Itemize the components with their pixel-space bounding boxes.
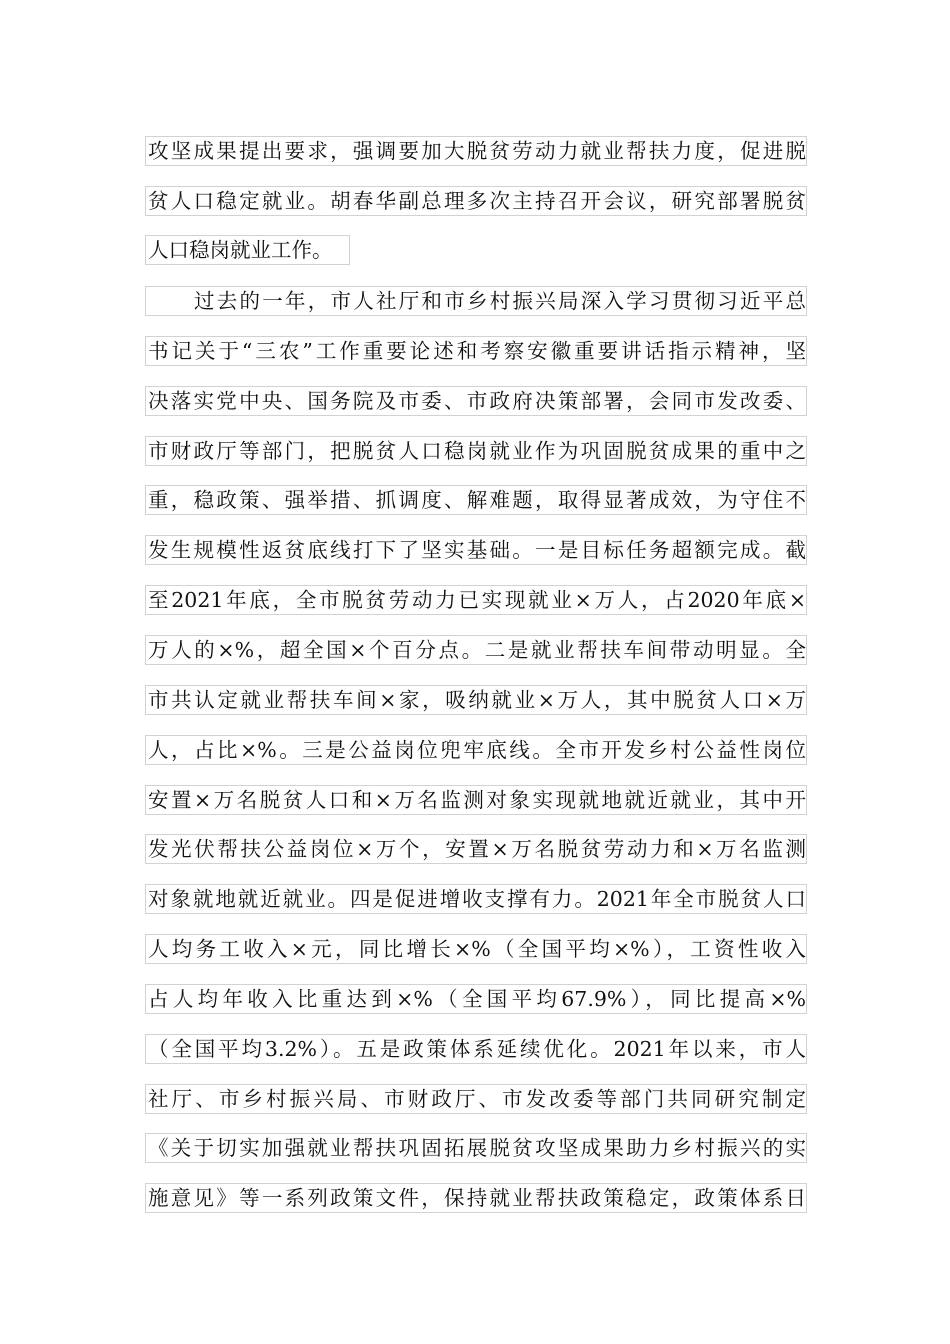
text-line: 施意见》等一系列政策文件，保持就业帮扶政策稳定，政策体系日 xyxy=(145,1183,807,1213)
text-line: 过去的一年，市人社厅和市乡村振兴局深入学习贯彻习近平总 xyxy=(145,286,807,316)
text-line: 对象就地就近就业。四是促进增收支撑有力。2021年全市脱贫人口 xyxy=(145,884,807,914)
text-line: 人口稳岗就业工作。 xyxy=(145,235,350,265)
text-line: 占人均年收入比重达到×%（全国平均67.9%），同比提高×% xyxy=(145,984,807,1014)
text-line: 安置×万名脱贫人口和×万名监测对象实现就地就近就业，其中开 xyxy=(145,785,807,815)
text-line: 社厅、市乡村振兴局、市财政厅、市发改委等部门共同研究制定 xyxy=(145,1084,807,1114)
text-line: 万人的×%，超全国×个百分点。二是就业帮扶车间带动明显。全 xyxy=(145,635,807,665)
text-line: 决落实党中央、国务院及市委、市政府决策部署，会同市发改委、 xyxy=(145,386,807,416)
text-line: 发生规模性返贫底线打下了坚实基础。一是目标任务超额完成。截 xyxy=(145,535,807,565)
text-line: 攻坚成果提出要求，强调要加大脱贫劳动力就业帮扶力度，促进脱 xyxy=(145,136,807,166)
text-line: （全国平均3.2%）。五是政策体系延续优化。2021年以来，市人 xyxy=(145,1034,807,1064)
text-line: 人，占比×%。三是公益岗位兜牢底线。全市开发乡村公益性岗位 xyxy=(145,735,807,765)
text-line: 书记关于“三农”工作重要论述和考察安徽重要讲话指示精神，坚 xyxy=(145,336,807,366)
text-line: 市财政厅等部门，把脱贫人口稳岗就业作为巩固脱贫成果的重中之 xyxy=(145,436,807,466)
text-line: 《关于切实加强就业帮扶巩固拓展脱贫攻坚成果助力乡村振兴的实 xyxy=(145,1133,807,1163)
text-line: 贫人口稳定就业。胡春华副总理多次主持召开会议，研究部署脱贫 xyxy=(145,186,807,216)
text-line: 人均务工收入×元，同比增长×%（全国平均×%），工资性收入 xyxy=(145,934,807,964)
text-line: 重，稳政策、强举措、抓调度、解难题，取得显著成效，为守住不 xyxy=(145,485,807,515)
text-line: 发光伏帮扶公益岗位×万个，安置×万名脱贫劳动力和×万名监测 xyxy=(145,834,807,864)
text-line: 至2021年底，全市脱贫劳动力已实现就业×万人，占2020年底× xyxy=(145,585,807,615)
text-line: 市共认定就业帮扶车间×家，吸纳就业×万人，其中脱贫人口×万 xyxy=(145,685,807,715)
